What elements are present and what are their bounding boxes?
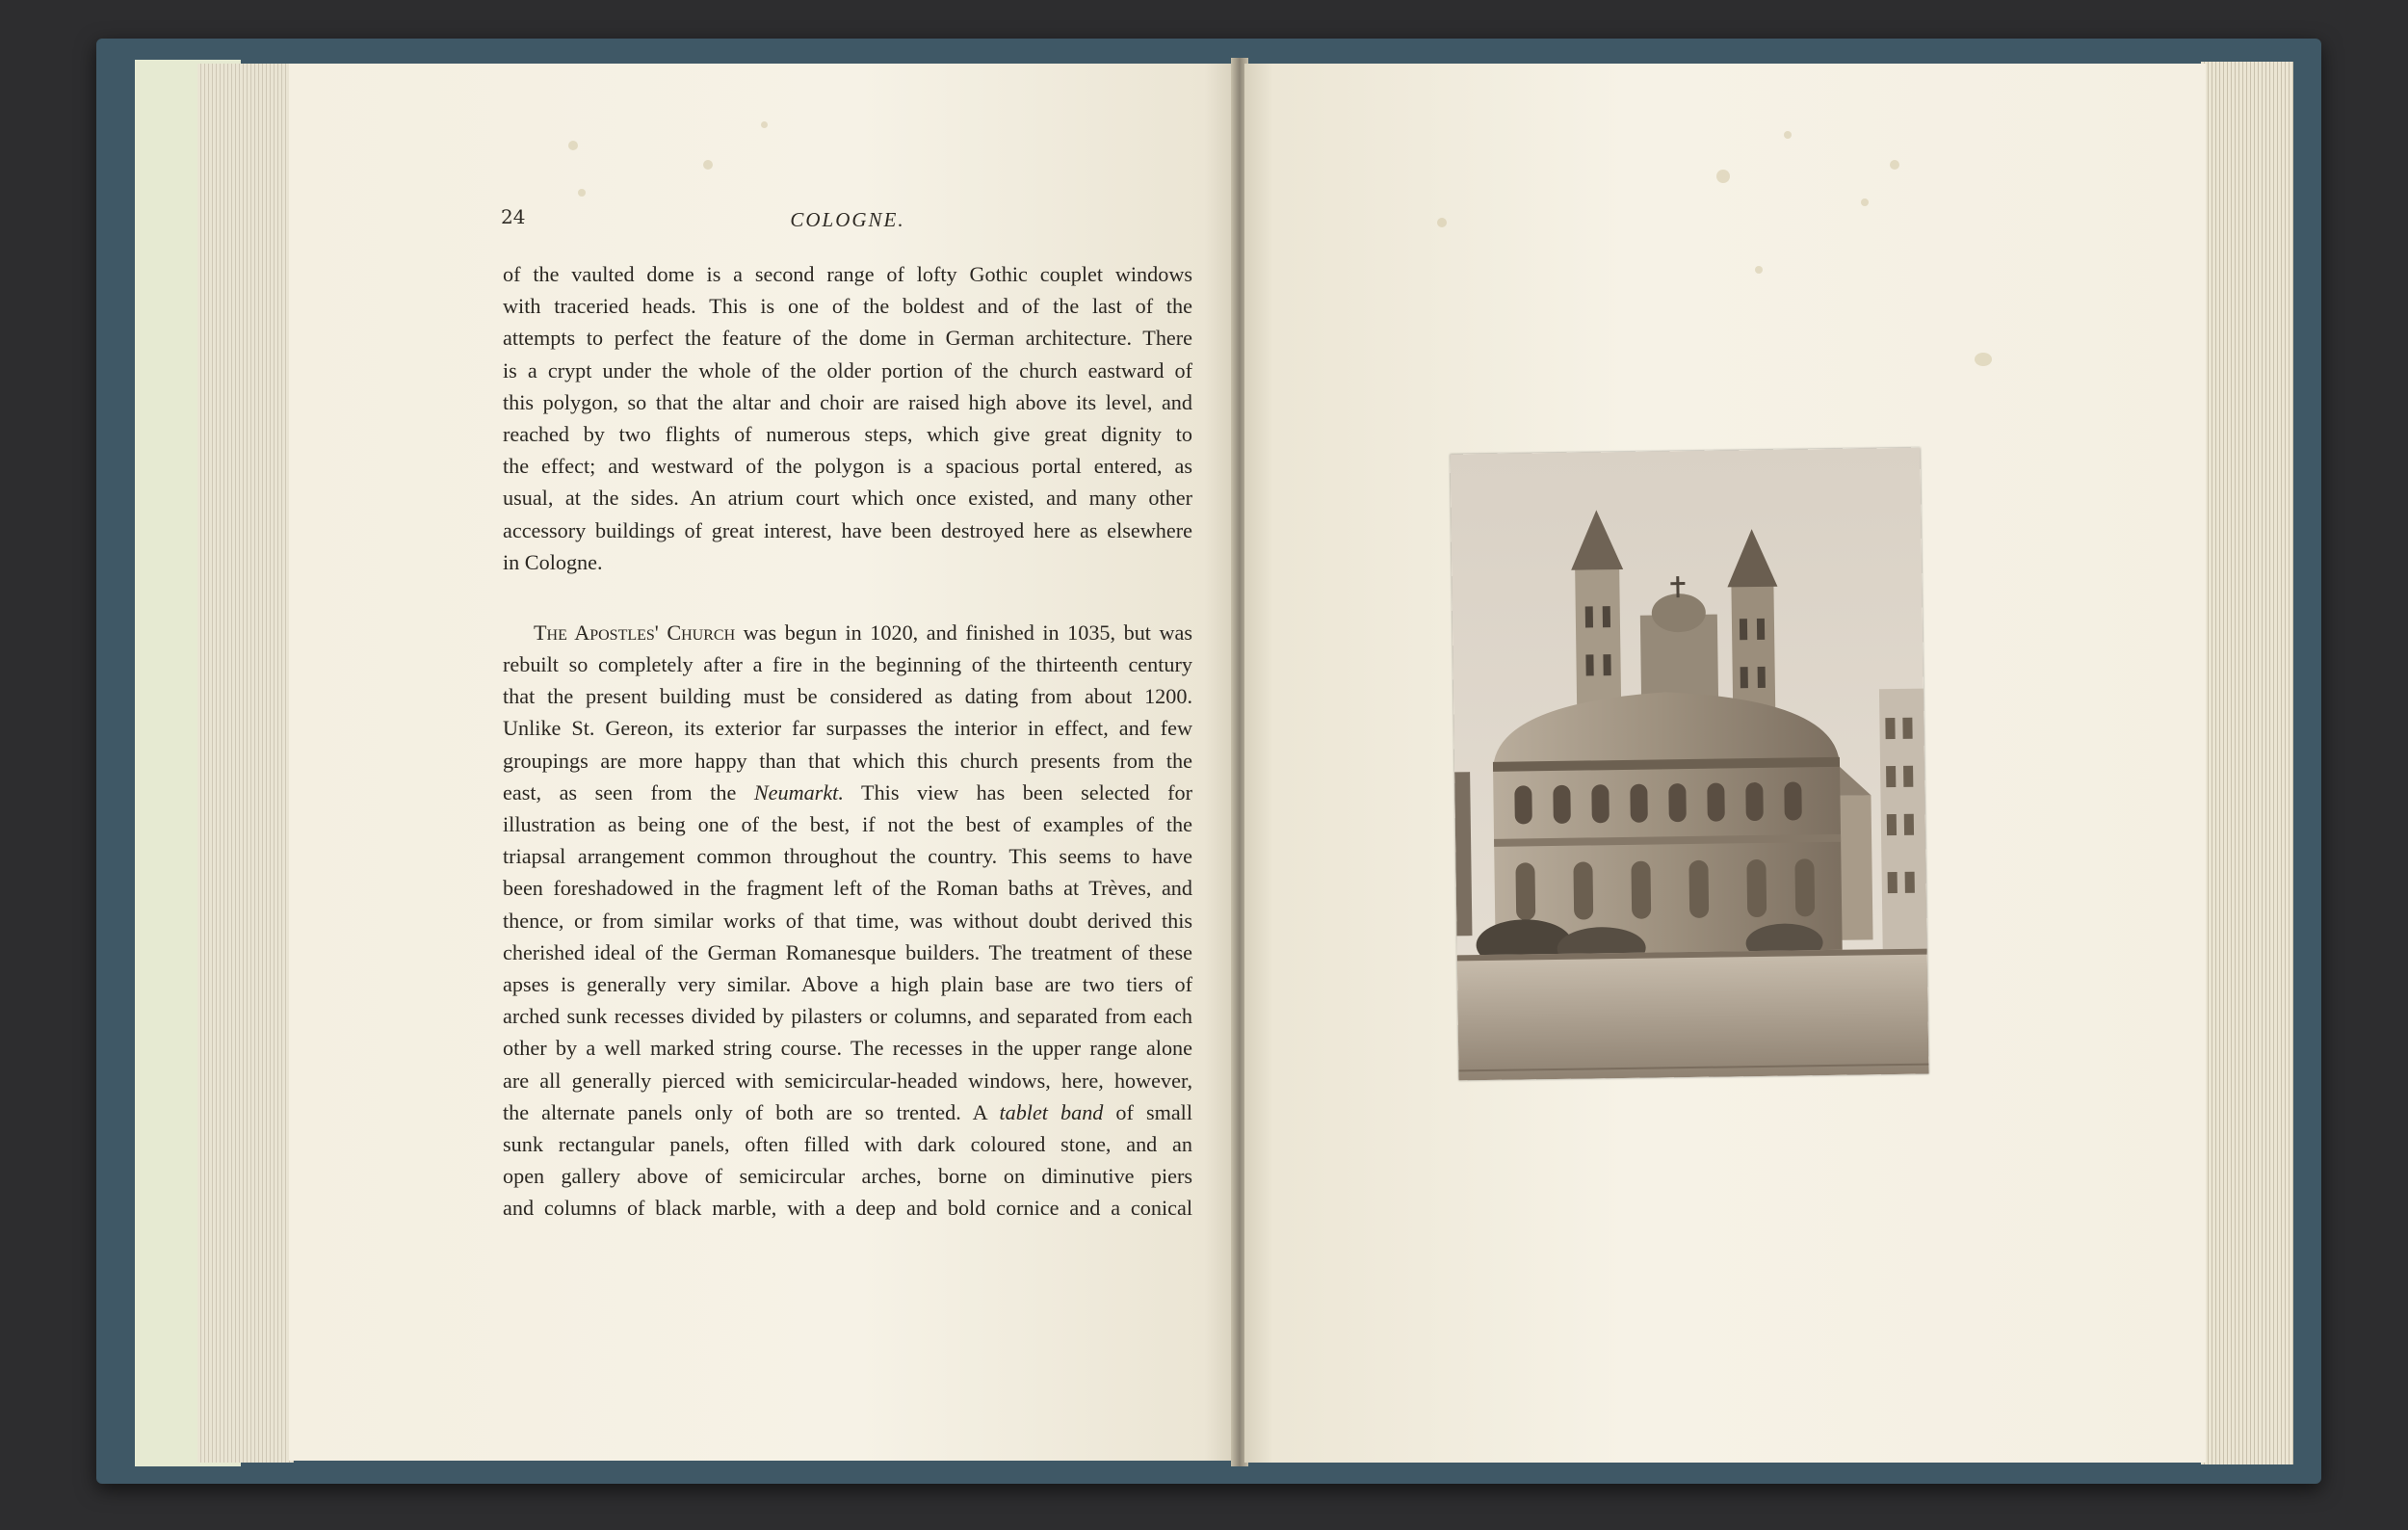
text-line: open gallery above of semicircular arches, borne on diminutive piers bbox=[503, 1164, 1192, 1189]
foxing-spot bbox=[761, 121, 768, 128]
foxing-spot bbox=[703, 160, 713, 170]
italic-place-name: Neumarkt. bbox=[753, 779, 844, 805]
foxing-spot bbox=[1784, 131, 1792, 139]
text-line: been foreshadowed in the fragment left of the Roman baths at Trèves, and bbox=[503, 876, 1192, 901]
right-page-edges bbox=[2201, 62, 2293, 1464]
text-line bbox=[503, 777, 1192, 808]
text-line: arched sunk recesses divided by pilasters or columns, and separated from each bbox=[503, 1004, 1192, 1029]
text-line: groupings are more happy than that which this church presents from the bbox=[503, 748, 1192, 773]
foxing-spot bbox=[1861, 198, 1869, 206]
text-line: accessory buildings of great interest, have been destroyed here as elsewhere bbox=[503, 517, 1192, 542]
foxing-spot bbox=[578, 189, 586, 197]
text-line: illustration as being one of the best, if not the best of examples of the bbox=[503, 812, 1192, 836]
text-run: was begun in 1020, and finished in 1035, but was bbox=[735, 620, 1192, 645]
foxing-spot bbox=[1890, 160, 1899, 170]
page-number: 24 bbox=[501, 205, 526, 228]
text-line: Unlike St. Gereon, its exterior far surpasses the interior in effect, and few bbox=[503, 716, 1192, 741]
text-line: this polygon, so that the altar and choir are raised high above its level, and bbox=[503, 389, 1192, 414]
running-head: COLOGNE. bbox=[790, 208, 905, 231]
church-name-small-caps: The Apostles' Church bbox=[534, 620, 736, 645]
text-line: rebuilt so completely after a fire in the beginning of the thirteenth century bbox=[503, 652, 1192, 677]
text-line: triapsal arrangement common throughout the country. This seems to have bbox=[503, 844, 1192, 869]
text-line: are all generally pierced with semicircular-headed windows, here, however, bbox=[503, 1068, 1192, 1093]
text-line: apses is generally very similar. Above a high plain base are two tiers of bbox=[503, 971, 1192, 996]
text-line: in Cologne. bbox=[503, 549, 603, 574]
text-line: the effect; and westward of the polygon is a spacious portal entered, as bbox=[503, 454, 1192, 479]
text-run: of small bbox=[1103, 1099, 1193, 1124]
text-line: of the vaulted dome is a second range of lofty Gothic couplet windows bbox=[503, 262, 1192, 286]
text-line: usual, at the sides. An atrium court which once existed, and many other bbox=[503, 486, 1192, 511]
church-photograph bbox=[1450, 448, 1928, 1081]
italic-term: tablet band bbox=[999, 1099, 1104, 1124]
text-line: sunk rectangular panels, often filled with dark coloured stone, and an bbox=[503, 1131, 1192, 1156]
church-photo-drawing bbox=[1450, 448, 1928, 1081]
paragraph-gap bbox=[503, 578, 1192, 617]
text-line: cherished ideal of the German Romanesque builders. The treatment of these bbox=[503, 939, 1192, 964]
text-line: is a crypt under the whole of the older portion of the church eastward of bbox=[503, 357, 1192, 382]
foxing-spot bbox=[568, 141, 578, 150]
text-run: the alternate panels only of both are so trented. A bbox=[503, 1099, 1000, 1124]
text-line: and columns of black marble, with a deep and bold cornice and a conical bbox=[503, 1196, 1192, 1221]
left-page-edges bbox=[197, 64, 294, 1463]
foxing-spot bbox=[1975, 353, 1992, 366]
text-line: with traceried heads. This is one of the boldest and of the last of the bbox=[503, 294, 1192, 319]
text-line: other by a well marked string course. The recesses in the upper range alone bbox=[503, 1036, 1192, 1061]
foxing-spot bbox=[1755, 266, 1763, 274]
foxing-spot bbox=[1437, 218, 1447, 227]
text-line bbox=[503, 617, 1192, 648]
body-text bbox=[503, 258, 1192, 1224]
text-line: reached by two flights of numerous steps, which give great dignity to bbox=[503, 421, 1192, 446]
text-line: thence, or from similar works of that time, was without doubt derived this bbox=[503, 908, 1192, 933]
text-run: This view has been selected for bbox=[843, 779, 1193, 805]
foxing-spot bbox=[1716, 170, 1730, 183]
text-line bbox=[503, 1096, 1192, 1128]
text-line: that the present building must be considered as dating from about 1200. bbox=[503, 684, 1192, 709]
text-line: attempts to perfect the feature of the dome in German architecture. There bbox=[503, 326, 1192, 351]
text-run: east, as seen from the bbox=[503, 779, 754, 805]
